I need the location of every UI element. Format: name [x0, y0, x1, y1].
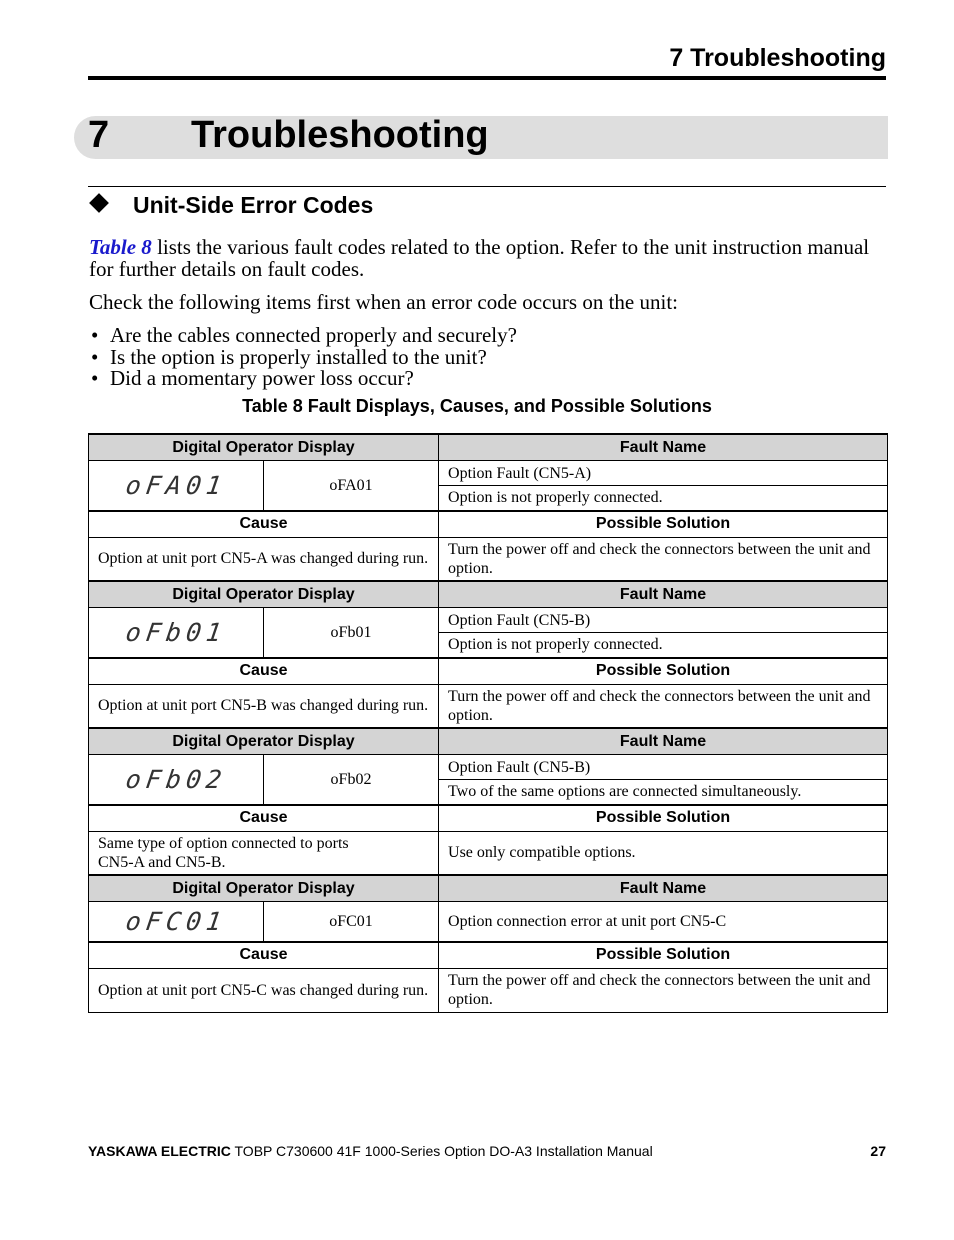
fault-solution: Use only compatible options.	[439, 831, 888, 875]
fault-cause-line: Same type of option connected to ports	[98, 834, 349, 852]
seven-segment-display: oFb02	[123, 764, 229, 794]
chapter-number: 7	[88, 114, 110, 156]
section-rule	[88, 186, 886, 187]
fault-code: oFA01	[264, 461, 439, 511]
header-cause: Cause	[89, 805, 439, 832]
checklist-item: • Is the option is properly installed to the unit?	[89, 347, 517, 369]
operator-display	[89, 902, 264, 942]
fault-name: Option Fault (CN5-B)	[439, 608, 888, 633]
fault-detail: Option is not properly connected.	[439, 633, 888, 658]
cause-header-row	[89, 511, 888, 538]
cause-header-row	[89, 942, 888, 969]
chapter-title: Troubleshooting	[191, 114, 489, 156]
table-caption: Table 8 Fault Displays, Causes, and Possible Solutions	[242, 396, 712, 416]
header-display: Digital Operator Display	[89, 581, 439, 608]
check-paragraph: Check the following items first when an error code occurs on the unit:	[89, 290, 679, 314]
checklist-item: • Are the cables connected properly and securely?	[89, 325, 517, 347]
seven-segment-display: oFC01	[123, 906, 229, 936]
section-title: Unit-Side Error Codes	[133, 192, 374, 218]
seven-segment-display: oFA01	[123, 470, 229, 500]
header-solution: Possible Solution	[439, 511, 888, 538]
diamond-bullet-icon	[89, 193, 109, 213]
fault-cause	[89, 831, 439, 875]
footer-doc-title: TOBP C730600 41F 1000-Series Option DO-A3 Installation Manual	[230, 1143, 653, 1159]
fault-cause: Option at unit port CN5-B was changed during run.	[89, 684, 439, 728]
fault-code: oFb02	[264, 755, 439, 805]
header-display: Digital Operator Display	[89, 434, 439, 461]
operator-display	[89, 608, 264, 658]
fault-code: oFb01	[264, 608, 439, 658]
fault-cause: Option at unit port CN5-A was changed during run.	[89, 537, 439, 581]
cause-header-row	[89, 805, 888, 832]
header-cause: Cause	[89, 942, 439, 969]
cause-header-row	[89, 658, 888, 685]
seven-segment-display: oFb01	[123, 617, 229, 647]
header-fault-name: Fault Name	[439, 728, 888, 755]
header-fault-name: Fault Name	[439, 581, 888, 608]
running-header	[88, 44, 886, 80]
fault-solution: Turn the power off and check the connectors between the unit and option.	[439, 968, 888, 1012]
running-header-title: 7 Troubleshooting	[669, 44, 886, 72]
fault-cause-line: CN5-A and CN5-B.	[98, 853, 226, 871]
fault-table	[88, 433, 888, 1013]
fault-code: oFC01	[264, 902, 439, 942]
footer-document-info	[88, 1143, 653, 1159]
header-cause: Cause	[89, 511, 439, 538]
operator-display	[89, 755, 264, 805]
fault-cause: Option at unit port CN5-C was changed during run.	[89, 968, 439, 1012]
fault-name: Option Fault (CN5-A)	[439, 461, 888, 486]
chapter-heading-band	[74, 116, 888, 159]
header-fault-name: Fault Name	[439, 875, 888, 902]
header-fault-name: Fault Name	[439, 434, 888, 461]
footer-brand: YASKAWA ELECTRIC	[88, 1143, 231, 1159]
table-header-row	[89, 581, 888, 608]
fault-solution: Turn the power off and check the connectors between the unit and option.	[439, 684, 888, 728]
table-header-row	[89, 728, 888, 755]
fault-solution: Turn the power off and check the connectors between the unit and option.	[439, 537, 888, 581]
header-display: Digital Operator Display	[89, 875, 439, 902]
intro-text: lists the various fault codes related to the option. Refer to the unit instruction manual for further details on fault codes.	[89, 235, 870, 281]
header-display: Digital Operator Display	[89, 728, 439, 755]
header-rule	[88, 76, 886, 80]
header-solution: Possible Solution	[439, 805, 888, 832]
intro-paragraph	[89, 236, 889, 280]
table-8-link[interactable]: Table 8	[89, 235, 152, 259]
header-solution: Possible Solution	[439, 942, 888, 969]
fault-name: Option connection error at unit port CN5-C	[439, 902, 888, 942]
fault-name: Option Fault (CN5-B)	[439, 755, 888, 780]
checklist	[89, 325, 517, 390]
operator-display	[89, 461, 264, 511]
header-solution: Possible Solution	[439, 658, 888, 685]
table-header-row	[89, 875, 888, 902]
table-header-row	[89, 434, 888, 461]
page-number: 27	[870, 1143, 886, 1159]
fault-detail: Option is not properly connected.	[439, 486, 888, 511]
header-cause: Cause	[89, 658, 439, 685]
fault-detail: Two of the same options are connected simultaneously.	[439, 780, 888, 805]
checklist-item: • Did a momentary power loss occur?	[89, 368, 517, 390]
